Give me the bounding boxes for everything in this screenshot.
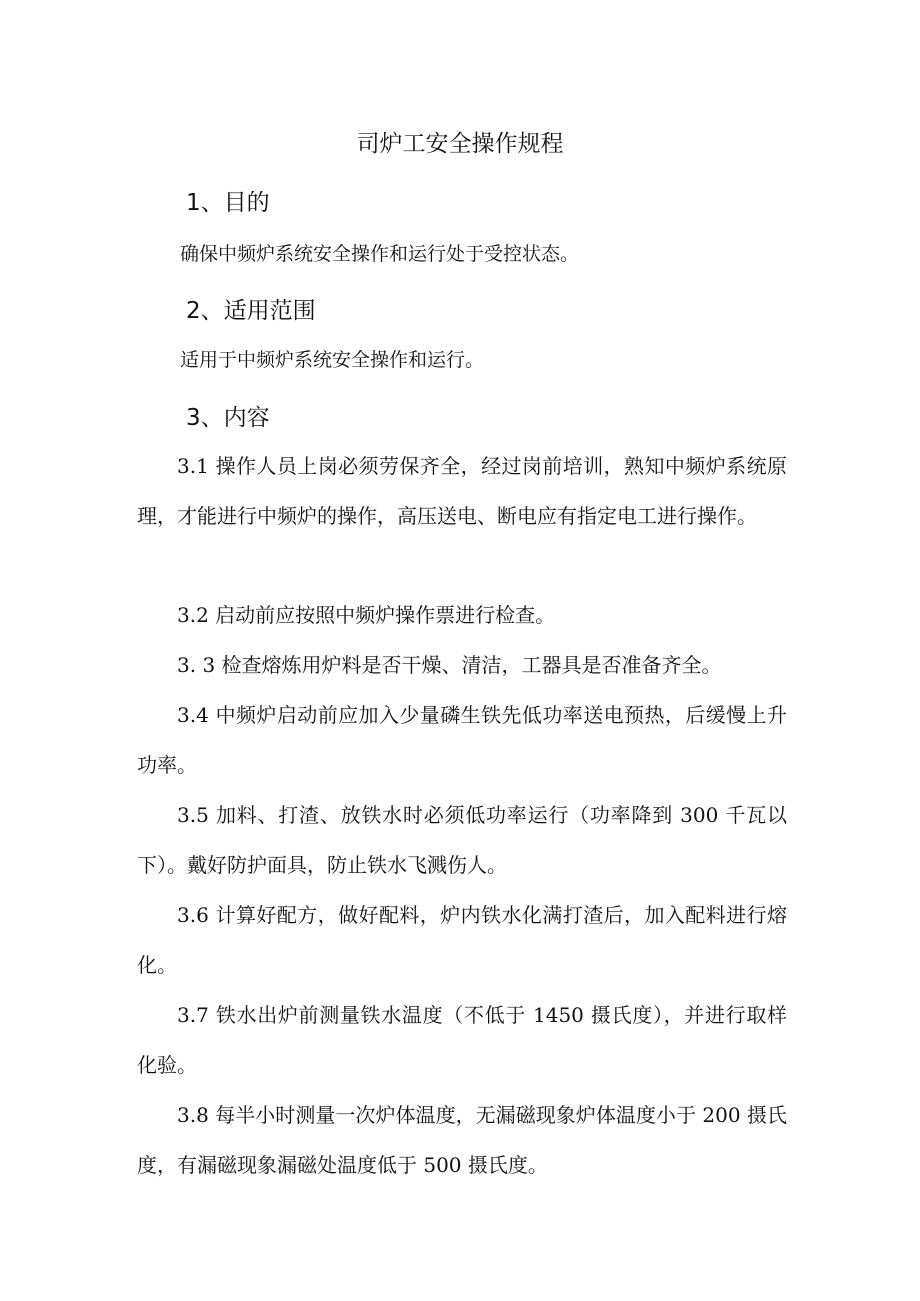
content-item-3-8: 3.8 每半小时测量一次炉体温度，无漏磁现象炉体温度小于 200 摄氏度，有漏磁现象漏磁处温度低于 500 摄氏度。 xyxy=(137,1103,787,1177)
content-item-3-2: 3.2 启动前应按照中频炉操作票进行检查。 xyxy=(177,603,556,627)
section-text-purpose: 确保中频炉系统安全操作和运行处于受控状态。 xyxy=(180,243,580,265)
section-heading-purpose: 1、目的 xyxy=(186,190,270,216)
content-item-3-5: 3.5 加料、打渣、放铁水时必须低功率运行（功率降到 300 千瓦以下）。戴好防护面具，防止铁水飞溅伤人。 xyxy=(137,803,787,877)
section-heading-content: 3、内容 xyxy=(186,405,270,431)
content-item-3-6: 3.6 计算好配方，做好配料，炉内铁水化满打渣后，加入配料进行熔化。 xyxy=(137,903,787,977)
content-item-3-3: 3. 3 检查熔炼用炉料是否干燥、清洁，工器具是否准备齐全。 xyxy=(177,653,722,677)
document-title: 司炉工安全操作规程 xyxy=(356,131,564,157)
content-item-3-1: 3.1 操作人员上岗必须劳保齐全，经过岗前培训，熟知中频炉系统原理，才能进行中频炉的操作，高压送电、断电应有指定电工进行操作。 xyxy=(137,454,787,528)
section-heading-scope: 2、适用范围 xyxy=(186,298,316,324)
content-item-3-4: 3.4 中频炉启动前应加入少量磷生铁先低功率送电预热，后缓慢上升功率。 xyxy=(137,703,787,777)
section-text-scope: 适用于中频炉系统安全操作和运行。 xyxy=(180,349,485,371)
content-item-3-7: 3.7 铁水出炉前测量铁水温度（不低于 1450 摄氏度），并进行取样化验。 xyxy=(137,1003,787,1077)
